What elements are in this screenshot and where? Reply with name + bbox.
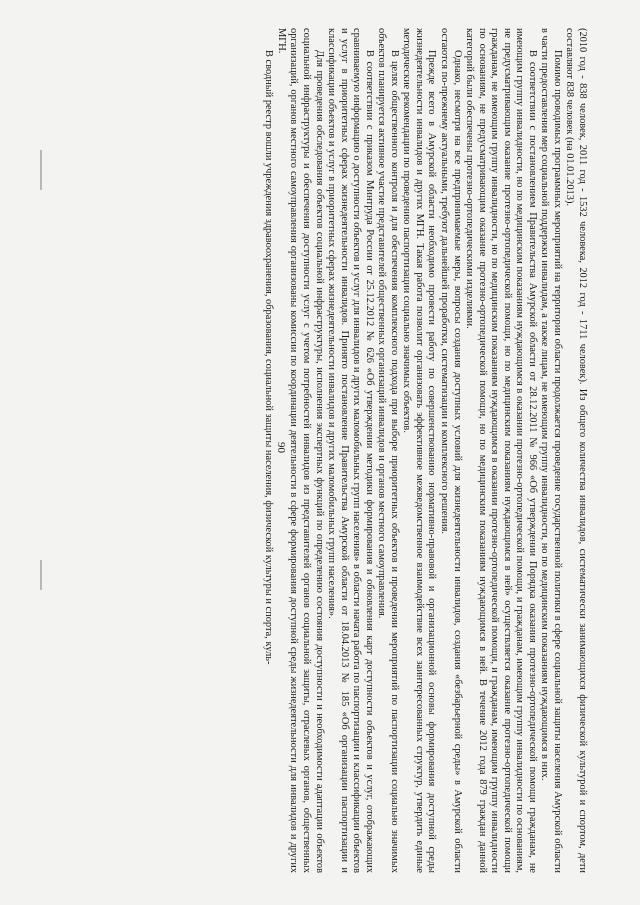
- document-text: [68, 28, 588, 873]
- scan-edge-mark: [40, 150, 42, 190]
- paragraph-continuation: (2010 год - 838 человек, 2011 год - 1532 человека, 2012 год - 1711 человек). Из общего количества инвалидов, систематически занимающихся физической культурой и спортом, дети составляют 838 человек (на 01.01.2013).: [564, 28, 588, 873]
- paragraph-program-measures: Помимо проводимых программных мероприятий на территории области продолжается проведение государственной политики в сфере социальной защиты населения Амурской области в части предоставления мер социальной поддержки инвалидам, а также лицам, не имеющим группу инвалидности, но по медицинским показаниям нуждающимся в них.: [539, 28, 563, 873]
- scan-edge-mark: [40, 560, 42, 590]
- paragraph-barrier-free: Однако, несмотря на все предпринимаемые меры, вопросы создания доступных условий для жизнедеятельности инвалидов, создания «безбарьерной среды» в Амурской области остаются по-прежнему актуальными, требуют дальнейшей проработки, систематизации и комплексного решения.: [438, 28, 463, 873]
- paragraph-mintrud-order: В соответствии с приказом Минтруда России от 25.12.2012 № 626 «Об утверждении методики формирования и обновления карт доступности объектов и услуг, отображающих сравниваемую информацию о доступности объектов и услуг для инвалидов и других маломобильных групп населения» в области начата работа по паспортизации и классификации объектов и услуг в приоритетных сферах жизнедеятельности инвалидов. Принято постановление Правительства Амурской области от 18.04.2013 № 185 «Об организации паспортизации и классификации объектов и услуг в приоритетных сферах жизнедеятельности инвалидов и других маломобильных групп населения».: [326, 28, 375, 873]
- paragraph-registry: В сводный реестр вошли учреждения здравоохранения, образования, социальной защиты населения, физической культуры и спорта, куль-: [263, 50, 275, 665]
- paragraph-commissions: Для проведения обследования объектов социальной инфраструктуры, исполнения экспертных функций по определению состояния доступности и необходимости адаптации объектов социальной инфраструктуры и обеспечения доступности услуг с учетом потребностей инвалидов из представителей органов социальной защиты, отраслевых органов, общественных организаций, органов местного самоуправления организованы комиссии по координации деятельности в сфере формирования доступной среды жизнедеятельности для инвалидов и других МГН.: [275, 28, 325, 873]
- paragraph-legal-framework: Прежде всего в Амурской области необходимо провести работу по совершенствованию нормативно-правовой и организационной основы формирования доступной среды жизнедеятельности инвалидов и других МГН. Такая работа позволит организовать эффективное межведомственное взаимодействие всех заинтересованных структур, утвердить единые методические рекомендации по проведению паспортизации социально значимых объектов.: [401, 28, 438, 873]
- page-number: 90: [275, 442, 287, 453]
- paragraph-prosthetic-aid: В соответствии с постановлением Правительства Амурской области от 28.12.2011 № 966 «Об утверждении Порядка оказания протезно-ортопедической помощи гражданам, не имеющим группу инвалидности, но по медицинским показаниям нуждающимся в оказании протезно-ортопедической помощи, и гражданам, имеющим группу инвалидности по основаниям, не предусматривающим оказание протезно-ортопедической помощи, но по медицинским показаниям нуждающимся в ней» осуществляется оказание протезно-ортопедической помощи гражданам, не имеющим группу инвалидности, но по медицинским показаниям нуждающимся в оказании протезно-ортопедической помощи, и гражданам, имеющим группу инвалидности по основаниям, не предусматривающим оказание протезно-ортопедической помощи, но по медицинским показаниям нуждающимся в ней. В течение 2012 года 879 граждан данной категорий были обеспечены протезно-ортопедическими изделиями.: [464, 28, 538, 873]
- paragraph-public-control: В целях общественного контроля и для обеспечения комплексного подхода при выборе приоритетных объектов и проведении мероприятий по паспортизации социально значимых объектов планируется активное участие представителей общественных организаций инвалидов и органов местного самоуправления.: [376, 28, 400, 873]
